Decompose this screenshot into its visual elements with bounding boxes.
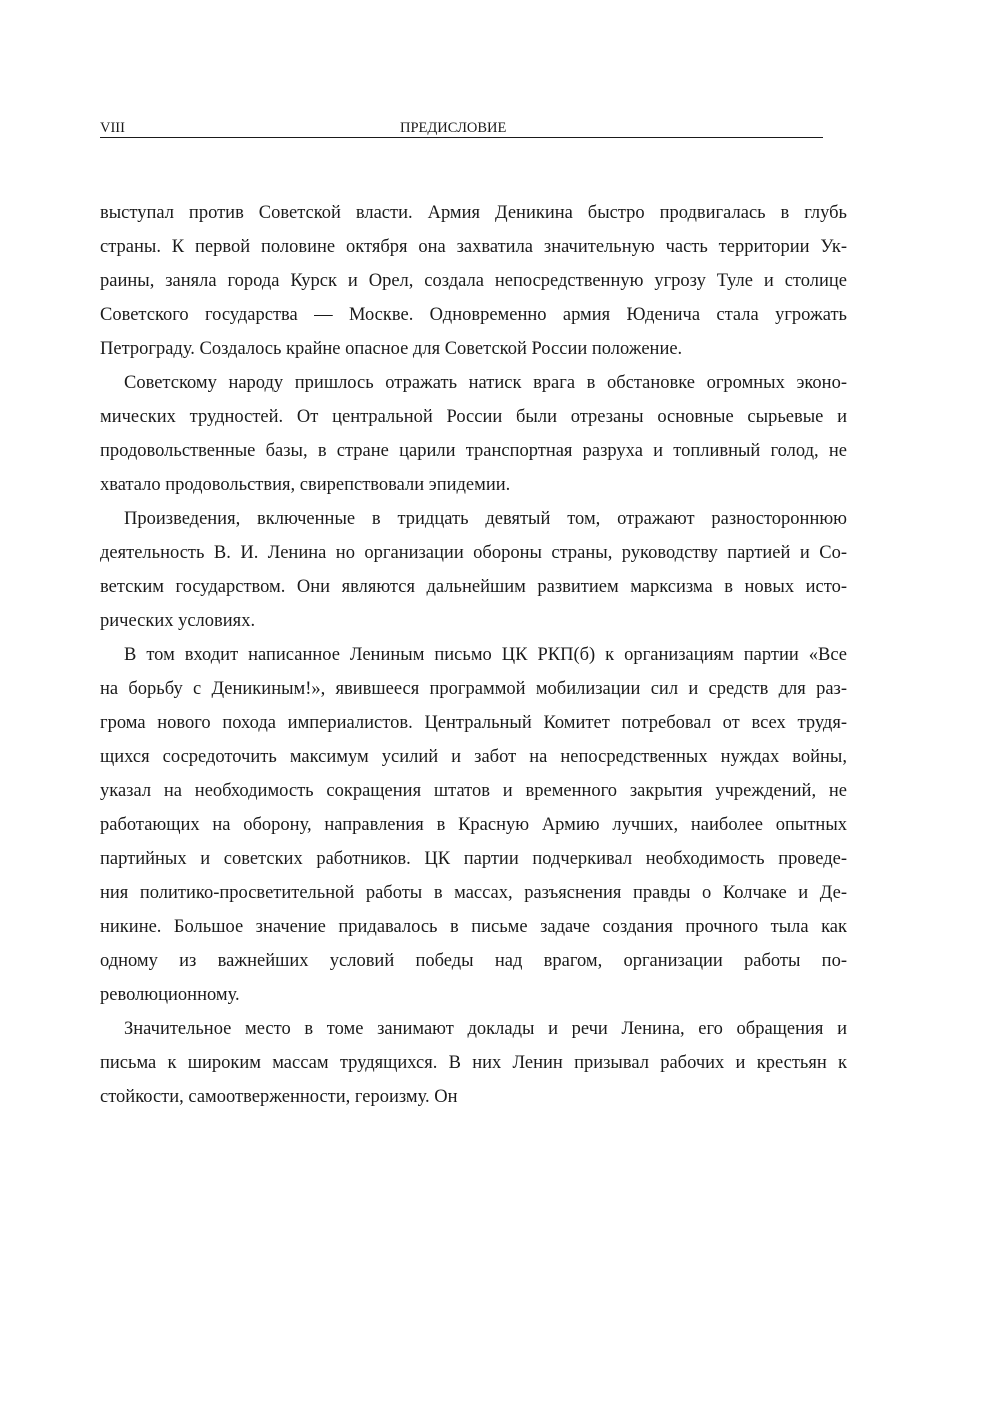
text-line: одному из важнейших условий победы над врагом, организации работы по- [100,951,847,971]
running-title: ПРЕДИСЛОВИЕ [400,120,507,136]
text-line: указал на необходимость сокращения штатов и временного закрытия учреждений, не [100,781,847,801]
text-line: страны. К первой половине октября она захватила значительную часть территории Ук- [100,237,847,257]
text-line: никине. Большое значение придавалось в письме задаче создания прочного тыла как [100,917,847,937]
text-line: продовольственные базы, в стране царили транспортная разруха и топливный голод, не [100,441,847,461]
text-line: выступал против Советской власти. Армия Деникина быстро продвигалась в глубь [100,203,847,223]
page-number: VIII [100,120,125,136]
text-line: раины, заняла города Курск и Орел, создала непосредственную угрозу Туле и столице [100,271,847,291]
text-line: ния политико-просветительной работы в массах, разъяснения правды о Колчаке и Де- [100,883,847,903]
text-line: стойкости, самоотверженности, героизму. Он [100,1087,458,1107]
text-line: хватало продовольствия, свирепствовали эпидемии. [100,475,511,495]
text-line: мических трудностей. От центральной России были отрезаны основные сырьевые и [100,407,847,427]
text-line: партийных и советских работников. ЦК партии подчеркивал необходимость проведе- [100,849,847,869]
text-line: деятельность В. И. Ленина но организации обороны страны, руководству партией и Со- [100,543,847,563]
text-line: Петрограду. Создалось крайне опасное для Советской России положение. [100,339,683,359]
text-line: работающих на оборону, направления в Красную Армию лучших, наиболее опытных [100,815,847,835]
text-line: щихся сосредоточить максимум усилий и забот на непосредственных нуждах войны, [100,747,847,767]
text-line: на борьбу с Деникиным!», явившееся программой мобилизации сил и средств для раз- [100,679,847,699]
text-line: революционному. [100,985,240,1005]
text-line: Советского государства — Москве. Одновременно армия Юденича стала угрожать [100,305,847,325]
text-line: Значительное место в томе занимают доклады и речи Ленина, его обращения и [124,1019,847,1039]
text-line: рических условиях. [100,611,256,631]
text-line: Произведения, включенные в тридцать девятый том, отражают разностороннюю [124,509,847,529]
text-line: Советскому народу пришлось отражать натиск врага в обстановке огромных эконо- [124,373,847,393]
text-line: В том входит написанное Лениным письмо ЦК РКП(б) к организациям партии «Все [124,645,847,665]
text-line: ветским государством. Они являются дальнейшим развитием марксизма в новых исто- [100,577,847,597]
text-line: письма к широким массам трудящихся. В них Ленин призывал рабочих и крестьян к [100,1053,847,1073]
body-text [100,196,847,1114]
running-header [100,119,823,138]
text-line: грома нового похода империалистов. Центральный Комитет потребовал от всех трудя- [100,713,847,733]
